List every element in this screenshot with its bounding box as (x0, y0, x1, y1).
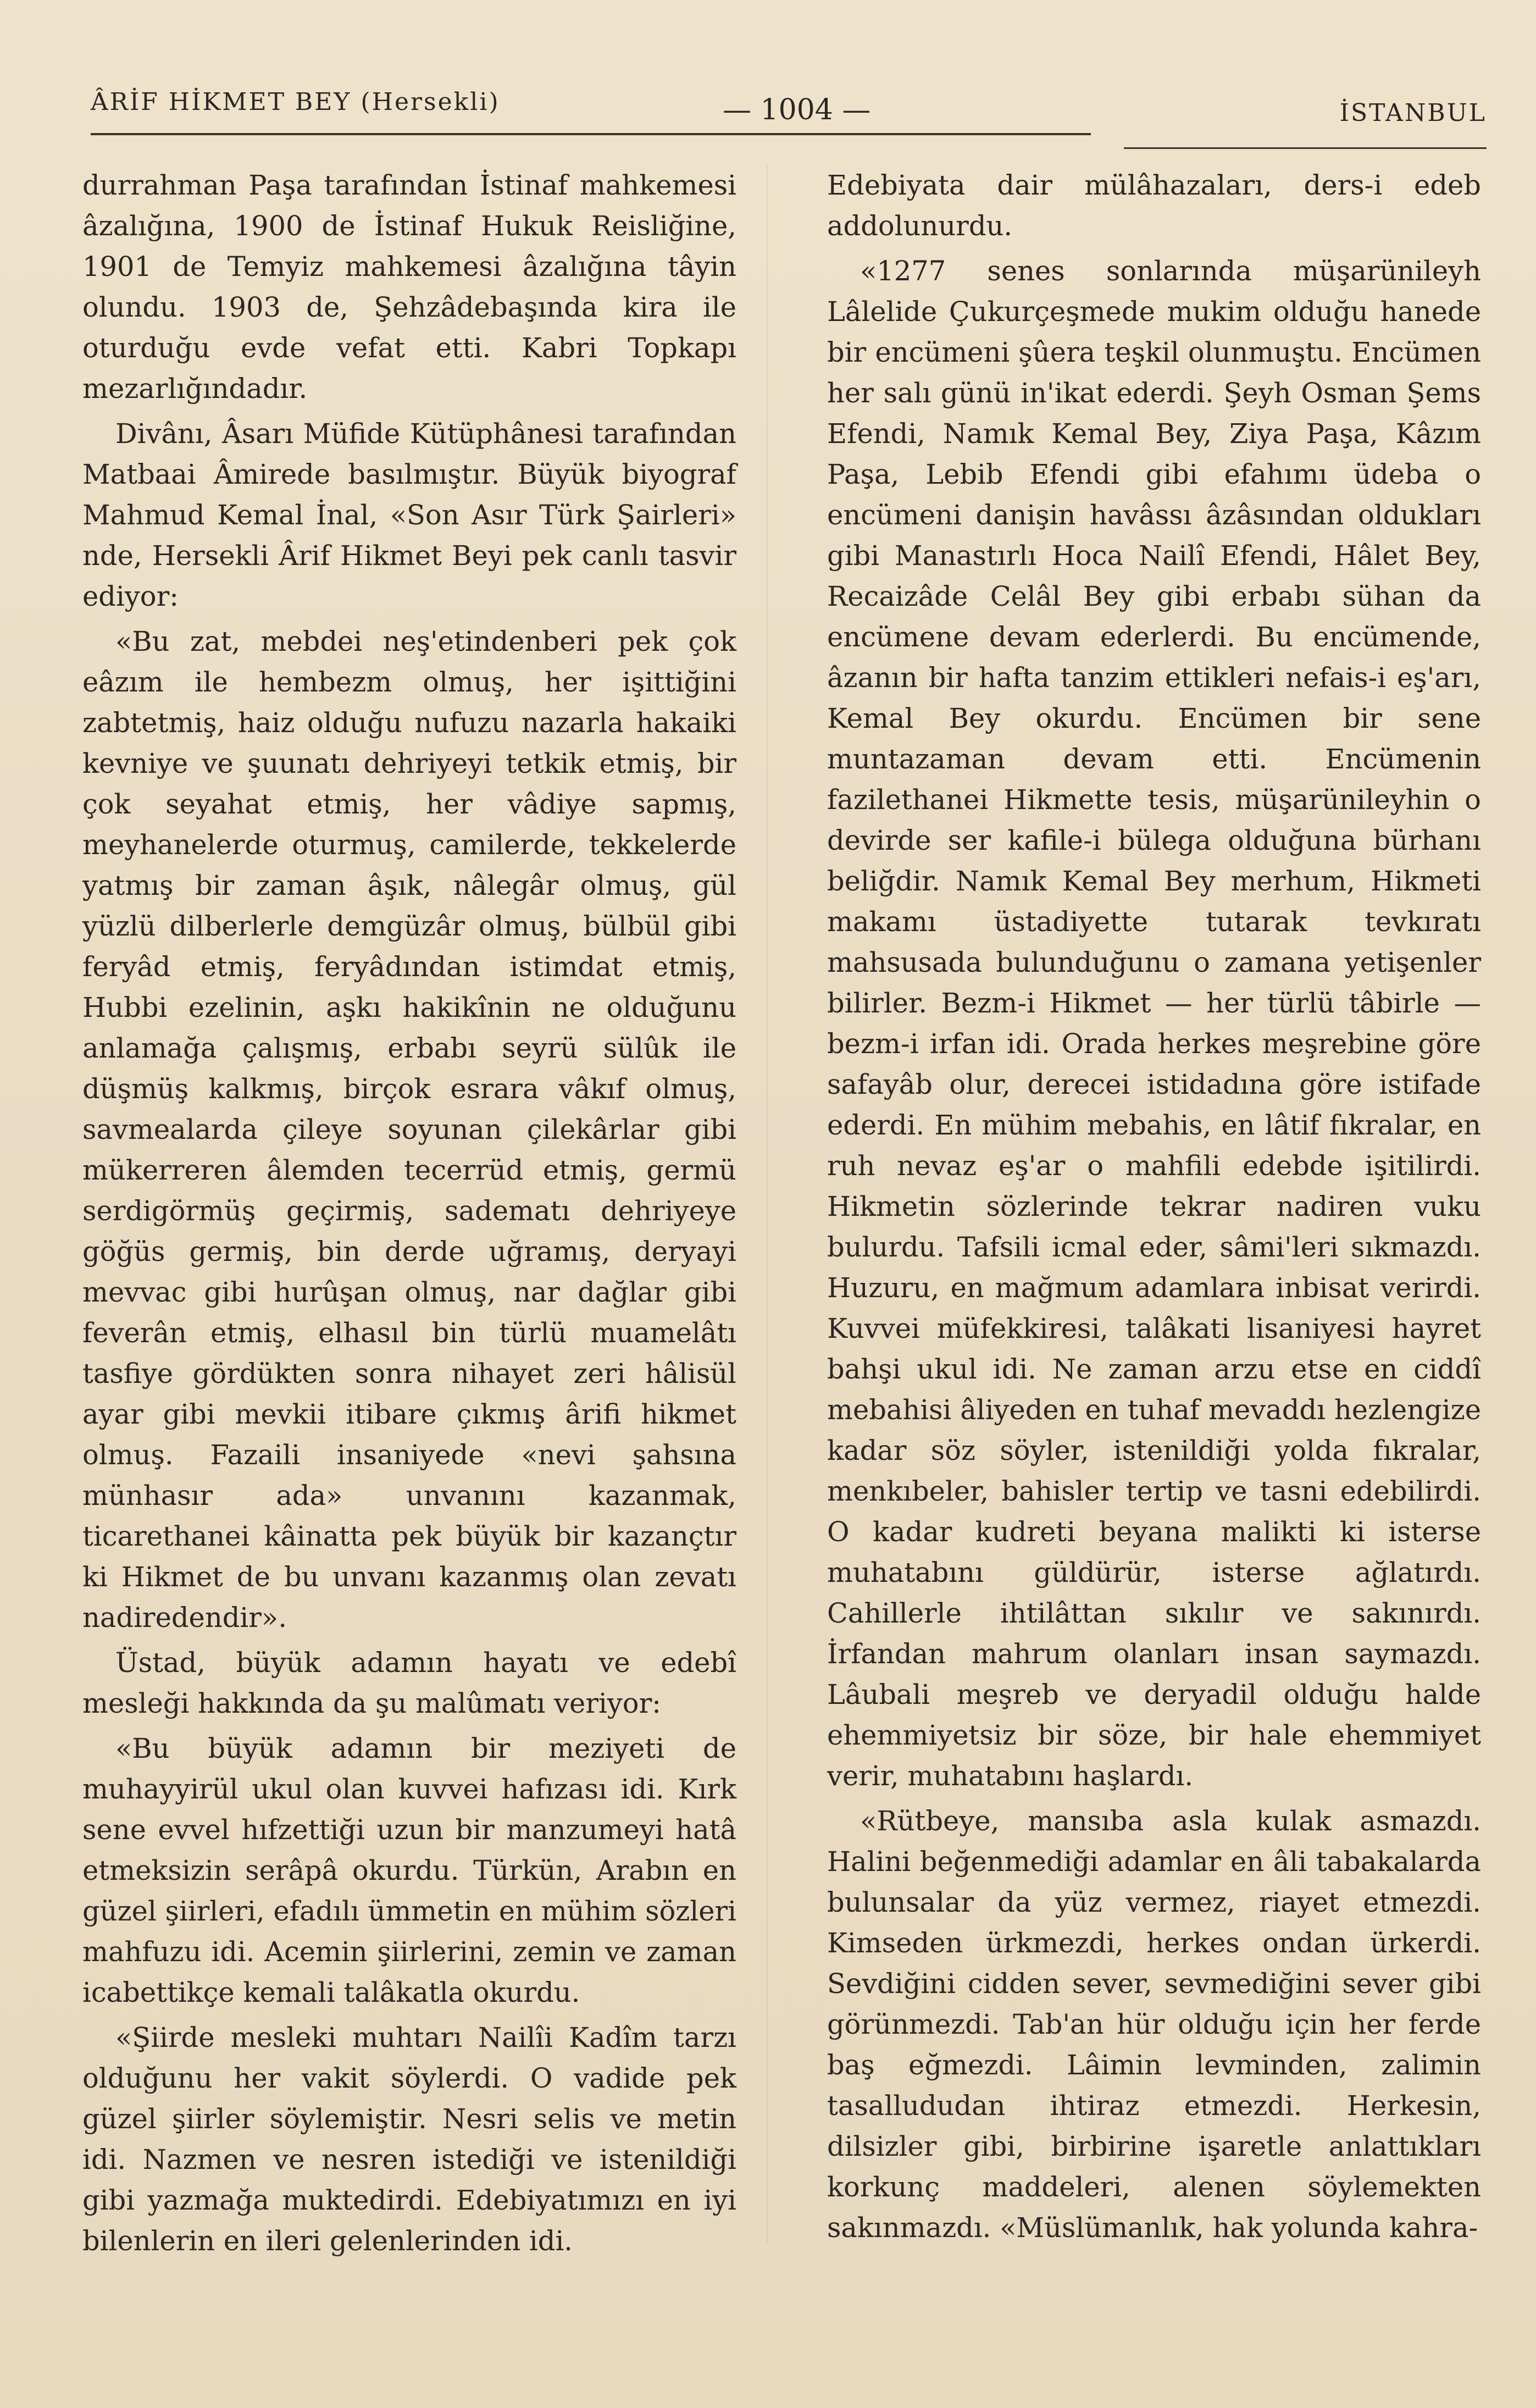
header-rule-left (91, 133, 1091, 135)
right-column (827, 165, 1481, 2252)
paragraph: «Şiirde mesleki muhtarı Nailîi Kadîm tarzı olduğunu her vakit söylerdi. O vadide pek güzel şiirler söylemiştir. Nesri selis ve metin idi. Nazmen ve nesren istediği ve istenildiği gibi yazmağa muktedirdi. Edebiyatımızı en iyi bilenlerin en ileri gelenlerinden idi. (82, 2022, 736, 2257)
running-city: İSTANBUL (1339, 99, 1487, 127)
paragraph: «1277 senes sonlarında müşarünileyh Lâlelide Çukurçeşmede mukim olduğu hanede bir encümeni şûera teşkil olunmuştu. Encümen her salı günü in'ikat ederdi. Şeyh Osman Şems Efendi, Namık Kemal Bey, Ziya Paşa, Kâzım Paşa, Lebib Efendi gibi efahımı üdeba o encümeni danişin havâssı âzâsından oldukları gibi Manastırlı Hoca Nailî Efendi, Hâlet Bey, Recaizâde Celâl Bey gibi erbabı sühan da encümene devam ederlerdi. Bu encümende, âzanın bir hafta tanzim ettikleri nefais-i eş'arı, Kemal Bey okurdu. Encümen bir sene muntazaman devam etti. Encümenin fazilethanei Hikmette tesis, müşarünileyhin o devirde ser kafile-i bülega olduğuna bürhanı beliğdir. Namık Kemal Bey merhum, Hikmeti makamı üstadiyette tutarak tevkıratı mahsusada bulunduğunu o zamana yetişenler bilirler. Bezm-i Hikmet — her türlü tâbirle — bezm-i irfan idi. Orada herkes meşrebine göre safayâb olur, derecei istidadına göre istifade ederdi. En mühim mebahis, en lâtif fıkralar, en ruh nevaz eş'ar o mahfili edebde işitilirdi. Hikmetin sözlerinde tekrar nadiren vuku bulurdu. Tafsili icmal eder, sâmi'leri sıkmazdı. Huzuru, en mağmum adamlara inbisat verirdi. Kuvvei müfekkiresi, talâkati lisaniyesi hayret bahşi ukul idi. Ne zaman arzu etse en ciddî mebahisi âliyeden en tuhaf mevaddı hezlengize kadar söz söyler, istenildiği yolda fıkralar, menkıbeler, bahisler tertip ve tasni edebilirdi. O kadar kudreti beyana malikti ki isterse muhatabını güldürür, isterse ağlatırdı. Cahillerle ihtilâttan sıkılır ve sakınırdı. İrfandan mahrum olanları insan saymazdı. Lâubali meşreb ve deryadil olduğu halde ehemmiyetsiz bir söze, bir hale ehemmiyet verir, muhatabını haşlardı. (827, 255, 1481, 1792)
paragraph: «Bu büyük adamın bir meziyeti de muhayyirül ukul olan kuvvei hafızası idi. Kırk sene evvel hıfzettiği uzun bir manzumeyi hatâ etmeksizin serâpâ okurdu. Türkün, Arabın en güzel şiirleri, efadılı ümmetin en mühim sözleri mahfuzu idi. Acemin şiirlerini, zemin ve zaman icabettikçe kemali talâkatla okurdu. (82, 1732, 736, 2008)
paragraph: Edebiyata dair mülâhazaları, ders-i edeb addolunurdu. (827, 169, 1481, 242)
left-column (82, 165, 736, 2266)
header-rule-right (1124, 147, 1487, 149)
paragraph: Divânı, Âsarı Müfide Kütüphânesi tarafından Matbaai Âmirede basılmıştır. Büyük biyograf Mahmud Kemal İnal, «Son Asır Türk Şairleri» nde, Hersekli Ârif Hikmet Beyi pek canlı tasvir ediyor: (82, 418, 736, 612)
paragraph: durrahman Paşa tarafından İstinaf mahkemesi âzalığına, 1900 de İstinaf Hukuk Reisliğine, 1901 de Temyiz mahkemesi âzalığına tâyin olundu. 1903 de, Şehzâdebaşında kira ile oturduğu evde vefat etti. Kabri Topkapı mezarlığındadır. (82, 169, 736, 405)
paragraph: «Rütbeye, mansıba asla kulak asmazdı. Halini beğenmediği adamlar en âli tabakalarda bulunsalar da yüz vermez, riayet etmezdi. Kimseden ürkmezdi, herkes ondan ürkerdi. Sevdiğini cidden sever, sevmediğini sever gibi görünmezdi. Tab'an hür olduğu için her ferde baş eğmezdi. Lâimin levminden, zalimin tasallududan ihtiraz etmezdi. Herkesin, dilsizler gibi, birbirine işaretle anlattıkları korkunç maddeleri, alenen söylemekten sakınmazdı. «Müslümanlık, hak yolunda kahra- (827, 1805, 1481, 2244)
paragraph: «Bu zat, mebdei neş'etindenberi pek çok eâzım ile hembezm olmuş, her işittiğini zabtetmiş, haiz olduğu nufuzu nazarla hakaiki kevniye ve şuunatı dehriyeyi tetkik etmiş, bir çok seyahat etmiş, her vâdiye sapmış, meyhanelerde oturmuş, camilerde, tekkelerde yatmış bir zaman âşık, nâlegâr olmuş, gül yüzlü dilberlerle demgüzâr olmuş, bülbül gibi feryâd etmiş, feryâdından istimdat etmiş, Hubbi ezelinin, aşkı hakikînin ne olduğunu anlamağa çalışmış, erbabı seyrü sülûk ile düşmüş kalkmış, birçok esrara vâkıf olmuş, savmealarda çileye soyunan çilekârlar gibi mükerreren âlemden tecerrüd etmiş, germü serdigörmüş geçirmiş, sadematı dehriyeye göğüs germiş, bin derde uğramış, deryayi mevvac gibi hurûşan olmuş, nar dağlar gibi feverân etmiş, elhasıl bin türlü muamelâtı tasfiye gördükten sonra nihayet zeri hâlisül ayar gibi mevkii itibare çıkmış ârifi hikmet olmuş. Fazaili insaniyede «nevi şahsına münhasır ada» unvanını kazanmak, ticarethanei kâinatta pek büyük bir kazançtır ki Hikmet de bu unvanı kazanmış olan zevatı nadiredendir». (82, 625, 736, 1634)
page-number: — 1004 — (723, 93, 871, 126)
running-title: ÂRİF HİKMET BEY (Hersekli) (91, 88, 500, 116)
page-header (91, 82, 1487, 148)
paragraph: Üstad, büyük adamın hayatı ve edebî mesleği hakkında da şu malûmatı veriyor: (82, 1647, 736, 1719)
column-gutter (767, 165, 768, 2243)
